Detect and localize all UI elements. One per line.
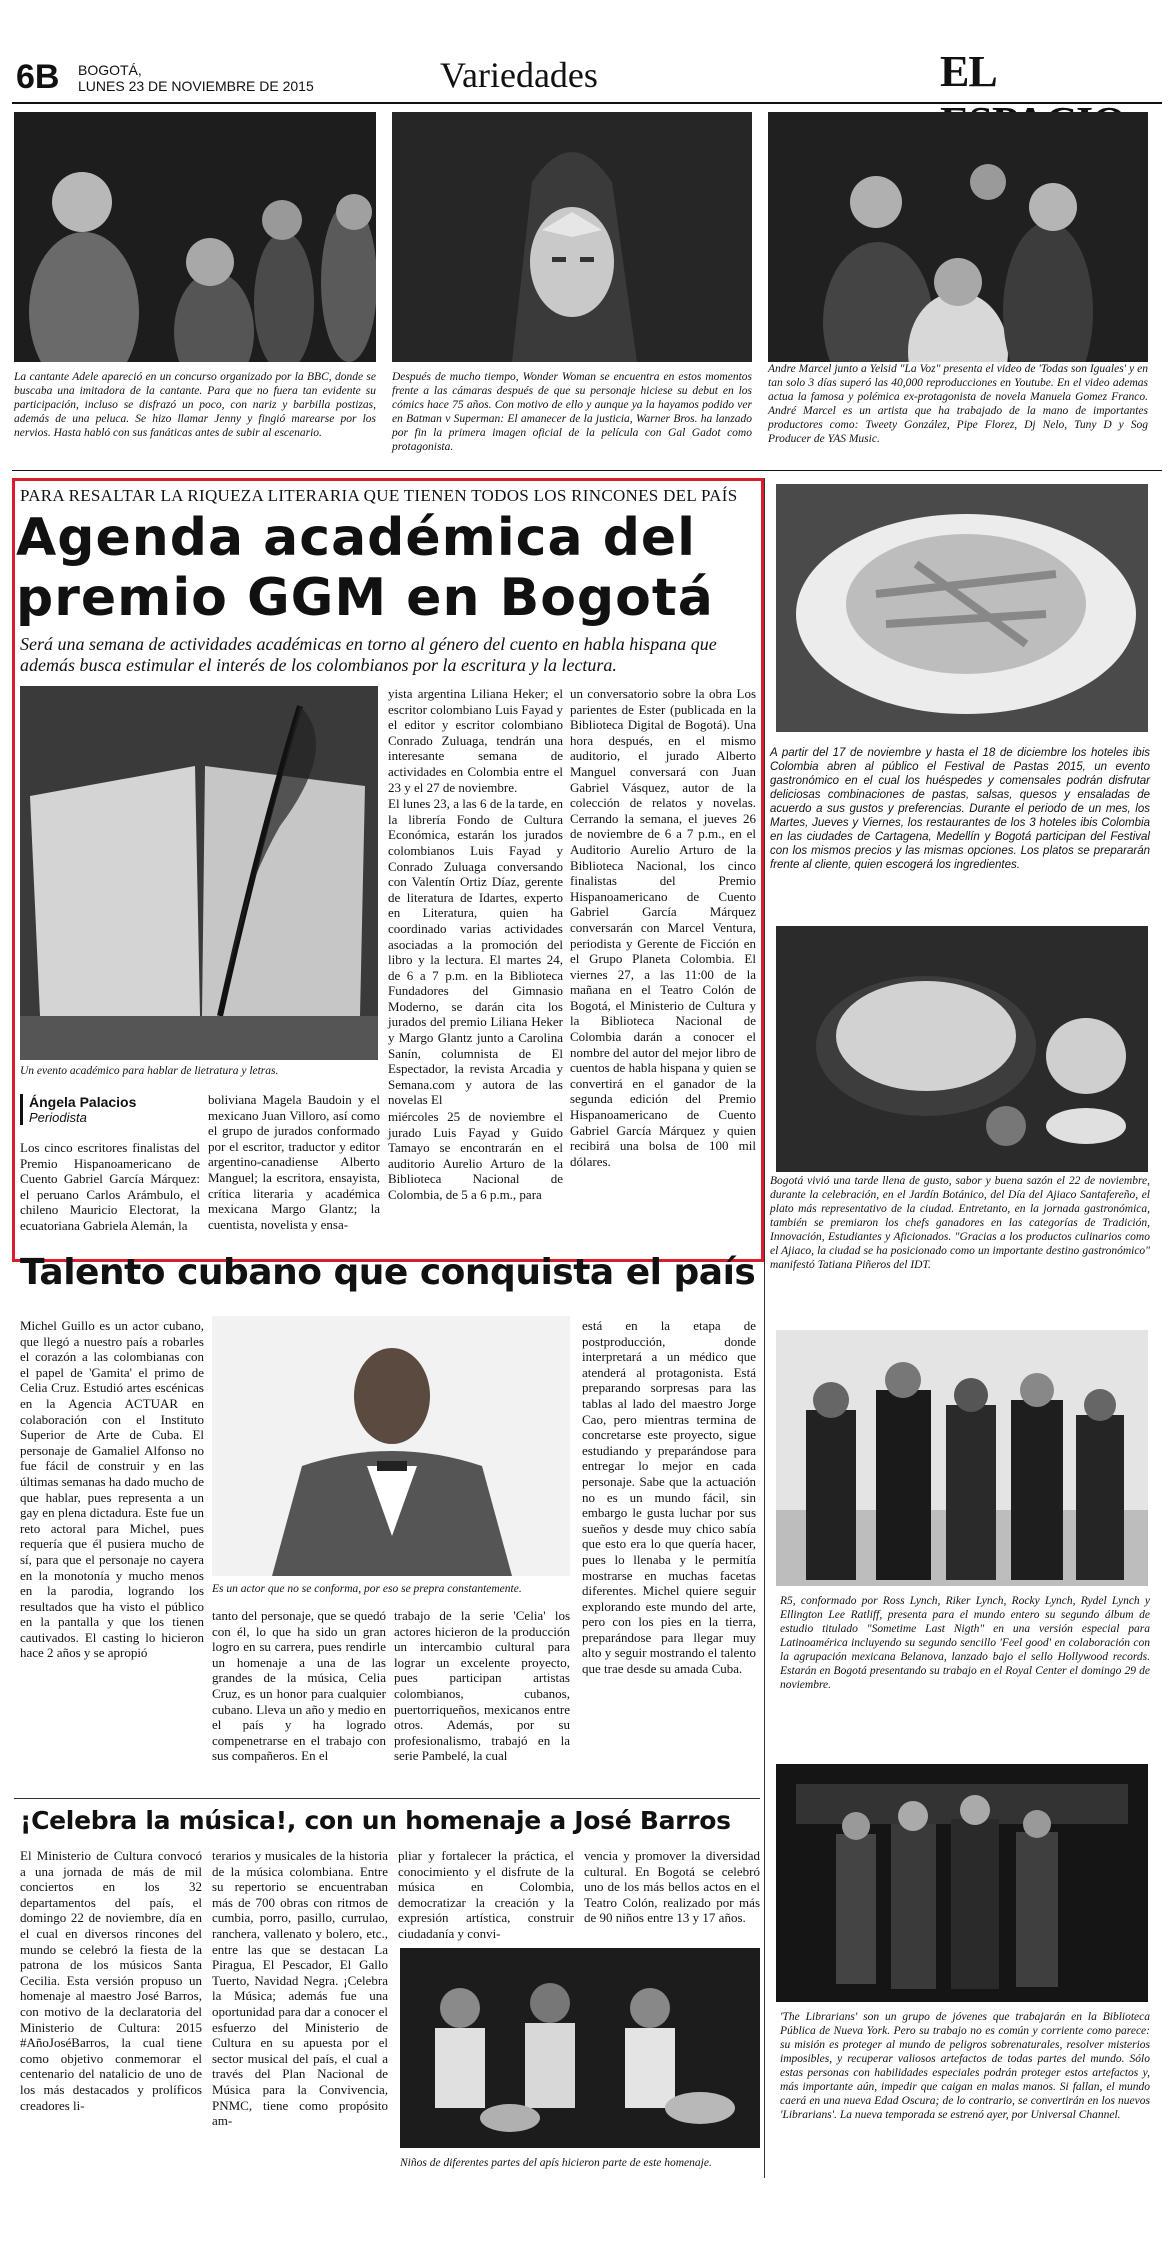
page-number: 6B <box>16 58 60 96</box>
page-date <box>78 62 314 94</box>
author-role: Periodista <box>29 1110 87 1125</box>
caption-librarians: 'The Librarians' son un grupo de jóvenes que trabajarán en la Biblioteca Pública de Nueva York. Pero su trabajo no es común y corriente como parece: su misión es proteger al mundo de peligros sobrenaturales, resolver misterios imposibles, y recuperar valiosos artefactos de todas partes del mundo. Sólo estas personas con habilidades especiales podrán proteger estos artefactos y, más importante aún, impedir que caigan en malas manos. Si fallan, el mundo caerá en una nueva Edad Oscura; de lo contrario, se convertirán en los nuevos 'Librarians'. La nueva temporada se estrenó ayer, por Universal Channel. <box>780 2011 1150 2121</box>
ggm-kicker: PARA RESALTAR LA RIQUEZA LITERARIA QUE TIENEN TODOS LOS RINCONES DEL PAÍS <box>20 486 738 505</box>
talento-column-3: trabajo de la serie 'Celia' los actores hicieron de la producción un intercambio cultural para lograr un excelente proyecto, pues participan artistas colombianos, cubanos, puertorriqueños, mexicanos entre otros. Además, por su profesionalismo, trabajó en la serie Pambelé, la cual <box>394 1608 570 1764</box>
photo-librarians <box>776 1764 1148 2002</box>
date-label: LUNES 23 DE NOVIEMBRE DE 2015 <box>78 78 314 94</box>
barros-headline: ¡Celebra la música!, con un homenaje a José Barros <box>20 1806 731 1835</box>
caption-adele: La cantante Adele apareció en un concurso organizado por la BBC, donde se buscaba una imitadora de la cantante. Para que no fuera tan evidente su participación, incluso se disfrazó un poco, con nariz y barbilla postizas, además de una peluca. Se hizo llamar Jenny y fingió marearse por los nervios. Hasta habló con sus fanáticas antes de subir al escenario. <box>14 371 376 439</box>
talento-column-2: tanto del personaje, que se quedó con él, lo que ha sido un gran logro en su carrera, pues rendirle un homenaje a una de las grandes de la música, Celia Cruz, es un honor para cualquier cubano. Lleva un año y medio en el país y ha logrado compenetrarse en el trabajo con sus compañeros. En el <box>212 1608 386 1764</box>
photo-wonder-woman <box>392 112 752 362</box>
photo-michel-guillo <box>212 1316 570 1576</box>
ggm-column-1b: boliviana Magela Baudoin y el mexicano Juan Villoro, así como el grupo de jurados conformado por el escritor, traductor y editor argentino-canadiense Alberto Manguel; la escritora, ensayista, crítica literaria y académica mexicana Margo Glantz; la cuentista, novelista y ensa- <box>208 1092 380 1232</box>
photo-andre-marcel <box>768 112 1148 362</box>
photo-ajiaco <box>776 926 1148 1172</box>
top-row-rule <box>12 470 1162 471</box>
caption-wonder-woman: Después de mucho tiempo, Wonder Woman se encuentra en estos momentos frente a las cámaras después de que su personaje hiciese su debut en los cómics hace 75 años. Con motivo de ello y aunque ya la hayamos podido ver en Batman v Superman: El amanecer de la justicia, Warner Bros. ha lanzado por fin la primera imagen oficial de la película con Gal Gadot como protagonista. <box>392 371 752 453</box>
talento-headline: Talento cubano que conquista el país <box>20 1252 756 1293</box>
city-label: BOGOTÁ, <box>78 62 142 78</box>
section-title: Variedades <box>440 55 598 95</box>
photo-adele <box>14 112 376 362</box>
barros-column-1: El Ministerio de Cultura convocó a una jornada de más de mil conciertos en los 32 departamentos del país, el domingo 22 de noviembre, día en el cual en diversos rincones del mundo se celebró la fiesta de la patrona de los músicos Santa Cecilia. Esta versión propuso un homenaje al maestro José Barros, con motivo de la declaratoria del Ministerio de Cultura: 2015 #AñoJoséBarros, la cual tiene como objetivo conmemorar el centenario del natalicio de uno de los más destacados y prolíficos creadores li- <box>20 1848 202 2113</box>
photo-open-book <box>20 686 378 1060</box>
barros-column-3: pliar y fortalecer la práctica, el conocimiento y el disfrute de la música en Colombia, democratizar la creación y la expresión artística, construir ciudadanía y convi- <box>398 1848 574 1941</box>
newspaper-logo: EL <box>940 47 995 96</box>
ggm-dek: Será una semana de actividades académicas en torno al género del cuento en habla hispana que además busca estimular el interés de los colombianos por la escritura y la lectura. <box>20 634 717 675</box>
ggm-headline-line-2: premio GGM en Bogotá <box>16 568 714 628</box>
barros-photo-caption: Niños de diferentes partes del apís hicieron parte de este homenaje. <box>400 2157 712 2169</box>
talento-column-4: está en la etapa de postproducción, donde interpretará a un médico que atenderá al protagonista. Está preparando sorpresas para las tablas al lado del maestro Jorge Cao, pero mientras termina de concretarse este proyecto, sigue estudiando y preparándose para entregar lo mejor en cada personaje. Sabe que la actuación no es un mundo fácil, sin embargo le gusta luchar por sus sueños y desde muy chico sabía que esto era lo que quería hacer, pues lo llenaba y le permitía mostrarse en muchas facetas diferentes. Michel quiere seguir explorando este mundo del arte, pero con los pies en la tierra, preparándose para llegar muy alto y seguir mostrando el talento que trae desde su amada Cuba. <box>582 1318 756 1677</box>
caption-pasta: A partir del 17 de noviembre y hasta el 18 de diciembre los hoteles ibis Colombia abren al público el Festival de Pastas 2015, un evento gastronómico en el cual los huéspedes y comensales podrán disfrutar deliciosas combinaciones de pastas, salsas, quesos y ensaladas de acuerdo a sus gustos y preferencias. Durante el periodo de un mes, los Martes, Jueves y Viernes, los restaurantes de los 3 hoteles ibis Colombia en las ciudades de Cartagena, Medellín y Bogotá participan del Festival con los mismos precios y las mismas opciones. Los platos se prepararán frente al cliente, quien escogerá los ingredientes. <box>770 747 1150 871</box>
talento-bottom-rule <box>14 1798 760 1799</box>
author-name: Ángela Palacios <box>29 1094 137 1110</box>
ggm-column-3: un conversatorio sobre la obra Los parientes de Ester (publicada en la Biblioteca Digital de Bogotá). Una hora después, en el mismo auditorio, el jurado Alberto Manguel conversará con Juan Gabriel Vásquez, autor de la colección de relatos y novelas. Cerrando la semana, el jueves 26 de noviembre de 6 a 7 p.m., en el Auditorio Aurelio Arturo de la Biblioteca Nacional, los cinco finalistas del Premio Hispanoamericano de Cuento Gabriel García Márquez conversarán con Marcel Ventura, periodista y Gerente de Ficción en el Grupo Planeta Colombia. El viernes 27, a las 11:00 de la mañana en el Teatro Colón de Bogotá, el Ministerio de Cultura y la Biblioteca Nacional de Colombia darán a conocer el nombre del autor del mejor libro de cuentos de habla hispana y quien se convertirá en el ganador de la segunda edición del Premio Hispanoamericano de Cuento Gabriel García Márquez y quien recibirá una bolsa de 100 mil dólares. <box>570 686 756 1169</box>
ggm-column-2 <box>388 686 563 1204</box>
photo-pasta <box>776 484 1148 732</box>
ggm-byline <box>20 1094 200 1125</box>
barros-column-4: vencia y promover la diversidad cultural. En Bogotá se celebró uno de los más bellos actos en el Teatro Colón, realizado por más de 90 niños entre 13 y 17 años. <box>584 1848 760 1926</box>
caption-andre-marcel: Andre Marcel junto a Yelsid "La Voz" presenta el video de 'Todas son Iguales' y en tan solo 3 días superó las 40,000 reproducciones en Youtube. En el video ademas actua la famosa y polémica ex-protagonista de novela Manuela Gomez Franco. André Marcel es un artista que ha trabajado de la mano de importantes productores como: Tweety González, Pipe Florez, Dj Nelo, Tuny D y Sog Producer de YAS Music. <box>768 363 1148 445</box>
barros-column-2: terarios y musicales de la historia de la música colombiana. Entre su repertorio se encuentraban más de 700 obras con ritmos de cumbia, porro, pasillo, currulao, ranchera, vallenato y bolero, etc., entre las que se destacan La Piragua, El Pescador, El Gallo Tuerto, Navidad Negra. ¡Celebra la Música; además fue una oportunidad para dar a conocer el esfuerzo del Ministerio de Cultura en su apuesta por el sector musical del país, el cual a través del Plan Nacional de Música para la Convivencia, PNMC, tiene como propósito am- <box>212 1848 388 2129</box>
ggm-headline <box>16 508 756 628</box>
ggm-headline-line-1: Agenda académica del <box>16 508 697 568</box>
photo-orchestra-children <box>400 1948 760 2148</box>
ggm-col2-para-2: El lunes 23, a las 6 de la tarde, en la librería Fondo de Cultura Económica, estarán los jurados colombianos Luis Fayad y Conrado Zuluaga conversando con Valentín Ortiz Díaz, gerente de literatura de Idartes, experto en Literatura, quien ha coordinado varias actividades asociadas a la promoción del libro y la lectura. El martes 24, de 6 a 7 p.m. en la Biblioteca Fundadores del Gimnasio Moderno, se darán cita los jurados del premio Liliana Heker y Margo Glantz junto a Carolina Sanín, columnista de El Espectador, la revista Arcadia y Semana.com y autora de las novelas El <box>388 796 563 1108</box>
talento-photo-caption: Es un actor que no se conforma, por eso se prepra constantemente. <box>212 1583 522 1595</box>
ggm-col2-para-3: miércoles 25 de noviembre el jurado Luis Fayad y Guido Tamayo se encontrarán en el auditorio Aurelio Arturo de la Biblioteca Nacional de Colombia, de 5 a 6 p.m., para <box>388 1109 563 1202</box>
ggm-col2-para-1: yista argentina Liliana Heker; el escritor colombiano Luis Fayad y el editor y escritor colombiano Conrado Zuluaga, tendrán una interesante semana de actividades en Colombia entre el 23 y el 27 de noviembre. <box>388 686 563 795</box>
right-column-divider <box>764 478 765 2178</box>
ggm-column-1: Los cinco escritores finalistas del Premio Hispanoamericano de Cuento Gabriel García Márquez: el peruano Carlos Arámbulo, el chileno Mauricio Electorat, la ecuatoriana Gabriela Alemán, la <box>20 1140 200 1233</box>
ggm-photo-caption: Un evento académico para hablar de lietratura y letras. <box>20 1065 279 1077</box>
caption-r5: R5, conformado por Ross Lynch, Riker Lynch, Rocky Lynch, Rydel Lynch y Ellington Lee Ratliff, presenta para el mundo entero su segundo álbum de estudio titulado "Sometime Last Nigth" en una versión especial para Latinoamérica incluyendo su segundo sencillo 'Feel good' en colaboración con la agrupación mexicana Belanova, lanzado bajo el sello Hollywood records. Estarán en Bogotá presentando su trabajo en el Royal Center el domingo 29 de noviembre. <box>780 1595 1150 1691</box>
header-rule <box>12 102 1162 104</box>
caption-ajiaco: Bogotá vivió una tarde llena de gusto, sabor y buena sazón el 22 de noviembre, durante la celebración, en el Jardín Botánico, del Día del Ajiaco Santafereño, el plato más representativo de la ciudad. Entretanto, en la jornada gastronómica, también se premiaron los chefs ganadores en las categorías de Tradición, Innovación, Estudiantes y Aficionados. "Gracias a los productos culinarios como el Ajiaco, la ciudad se ha posicionado como un importante destino gastronómico" manifestó Tatiana Piñeros del IDT. <box>770 1175 1150 1271</box>
talento-column-1: Michel Guillo es un actor cubano, que llegó a nuestro país a robarles el corazón a las colombianas con el papel de 'Gamita' el primo de Celia Cruz. Estudió artes escénicas en la Agencia ACTUAR en colaboración con el Instituto Superior de Arte de Cuba. El personaje de Gamaliel Alfonso no fue fácil de construir y en las últimas semanas ha dado mucho de que hablar, pues representa a un gay en plena dictadura. Este fue un reto actoral para Michel, pues requería que él pusiera mucho de sí, para que el personaje no cayera en la monotonía y mucho menos en la parodia, logrando los resultados que ha visto el público en la pantalla y que los tienen cautivados. El casting lo hicieron hace 2 años y se apropió <box>20 1318 204 1661</box>
photo-r5 <box>776 1330 1148 1586</box>
